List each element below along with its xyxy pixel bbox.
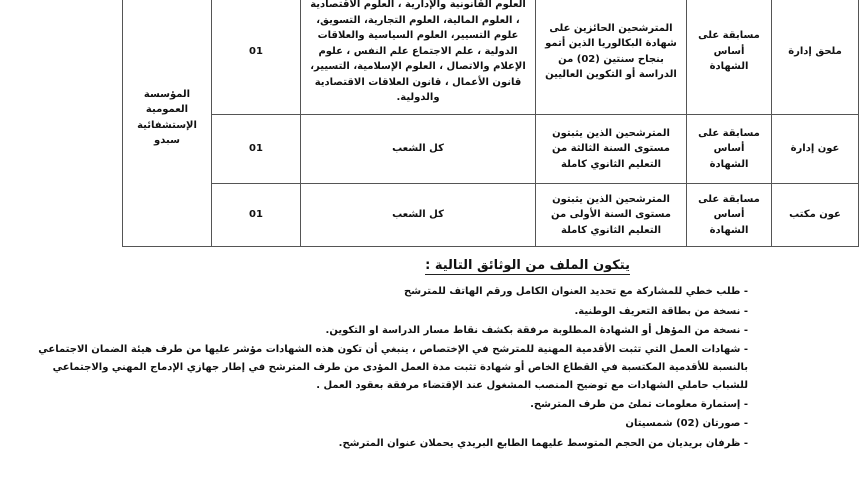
list-item: - شهادات العمل التي تثبت الأقدمية المهنية للمترشح في الإختصاص ، ينبغي أن تكون هذه الشهادات مؤشر عليها من طرف هيئة الضمان الاجتماعي بالنسبة للأقدمية المكتسبة في القطاع الخاص أو شهادة تثبت مدة العمل المؤدى من طرف المترشح في إطار جهازي الإدماج المهني والاجتماعي للشباب حاملي الشهادات مع توضيح المنصب المشغول عند الإقتضاء مرفقة بعقود العمل .	[38, 343, 748, 391]
recruitment-table	[122, 0, 859, 247]
table-row	[123, 184, 859, 247]
post-cell: ملحق إدارة	[772, 0, 859, 115]
list-item: - إستمارة معلومات تملئ من طرف المترشح.	[530, 398, 748, 410]
table-row	[123, 115, 859, 184]
conditions-cell: المترشحين الذين يثبتون مستوى السنة الثالثة من التعليم الثانوي كاملة	[536, 115, 687, 184]
conditions-cell: المترشحين الذين يثبتون مستوى السنة الأولى من التعليم الثانوي كاملة	[536, 184, 687, 247]
conditions-cell: المترشحين الحائزين على شهادة البكالوريا الذين أتمو بنجاح سنتين (02) من الدراسة أو التكوين العاليين	[536, 0, 687, 115]
documents-list	[28, 282, 748, 453]
list-item: - نسخة من بطاقة التعريف الوطنية.	[574, 305, 748, 317]
list-item: - طلب خطي للمشاركة مع تحديد العنوان الكامل ورقم الهاتف للمترشح	[404, 286, 748, 297]
list-item: - ظرفان بريديان من الحجم المتوسط عليهما الطابع البريدي يحملان عنوان المترشح.	[338, 437, 748, 449]
documents-section	[0, 252, 780, 482]
post-cell: عون مكتب	[772, 184, 859, 247]
mode-cell: مسابقة على أساس الشهادة	[687, 184, 772, 247]
list-item: - نسخة من المؤهل أو الشهادة المطلوبة مرفقة بكشف نقاط مسار الدراسة او التكوين.	[325, 325, 748, 336]
mode-cell: مسابقة على أساس الشهادة	[687, 0, 772, 115]
table-row	[123, 0, 859, 115]
count-cell: 01	[212, 115, 301, 184]
specialties-cell: كل الشعب	[301, 115, 536, 184]
list-item: - صورتان (02) شمسيتان	[625, 418, 748, 429]
specialties-cell: العلوم القانونية والإدارية ، العلوم الاقتصادية ، العلوم المالية، العلوم التجارية، التسويق، علوم التسيير، العلوم السياسية والعلاقات الدولية ، علم الاجتماع علم النفس ، علوم الإعلام والاتصال ، العلوم الإسلامية، التسيير، قانون الأعمال ، قانون العلاقات الاقتصادية والدولية.	[301, 0, 536, 115]
section-title: يتكون الملف من الوثائق التالية :	[425, 258, 630, 273]
institution-cell: المؤسسة العمومية الإستشفائية سبدو	[123, 0, 212, 247]
mode-cell: مسابقة على أساس الشهادة	[687, 115, 772, 184]
specialties-cell: كل الشعب	[301, 184, 536, 247]
count-cell: 01	[212, 0, 301, 115]
count-cell: 01	[212, 184, 301, 247]
post-cell: عون إدارة	[772, 115, 859, 184]
